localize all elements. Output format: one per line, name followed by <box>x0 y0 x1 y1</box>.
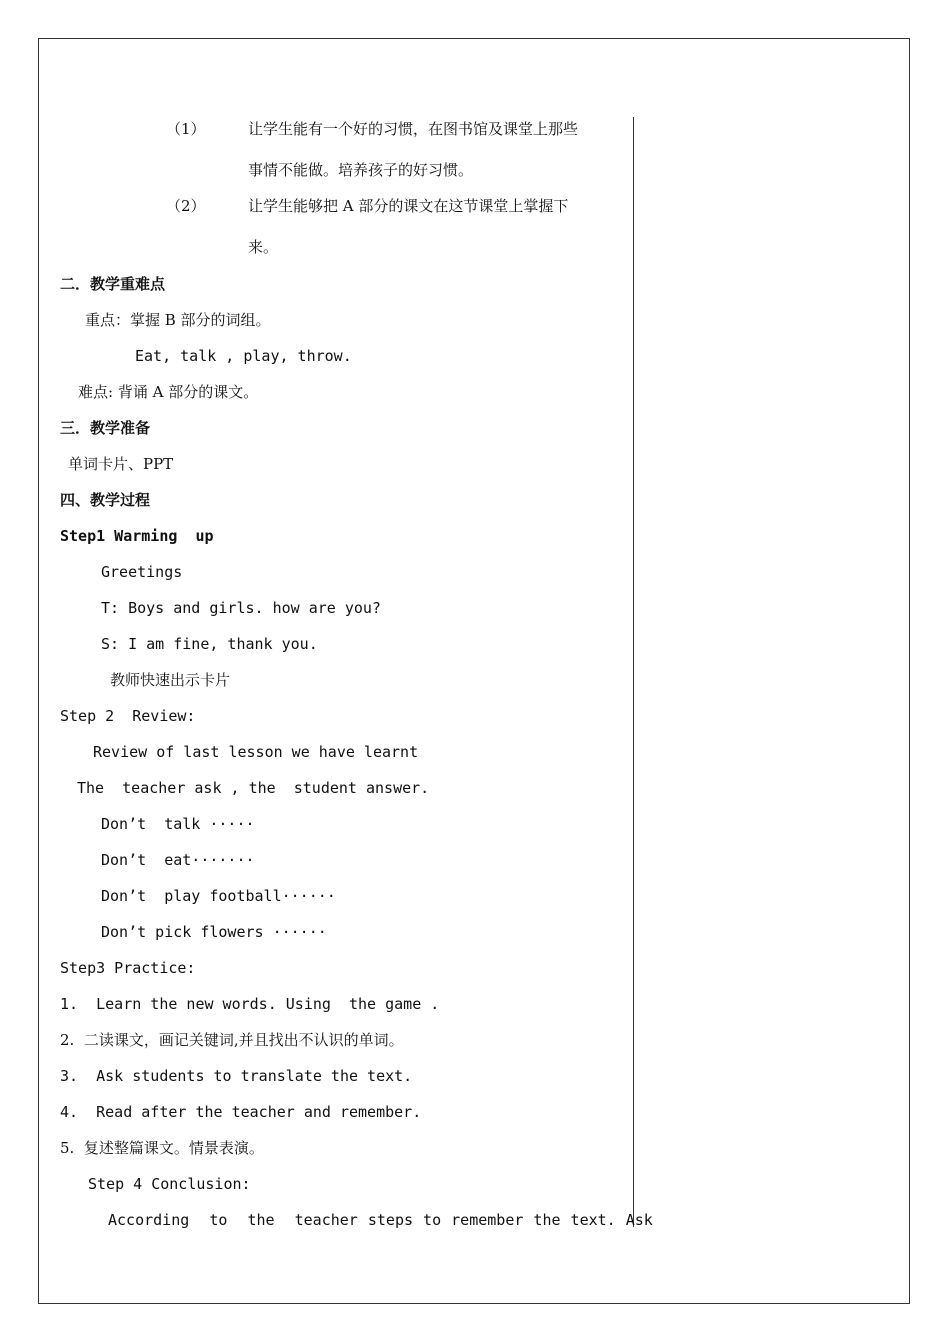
objective-2-number: （2） <box>166 197 206 215</box>
step-2-line: Don’t pick flowers ······ <box>101 923 327 941</box>
key-words: Eat, talk , play, throw. <box>135 347 352 365</box>
section-4-heading: 四、教学过程 <box>60 491 151 509</box>
key-point: 重点：掌握 B 部分的词组。 <box>85 311 271 329</box>
step-1-line: 教师快速出示卡片 <box>110 671 231 689</box>
step-1-line: T: Boys and girls. how are you? <box>101 599 381 617</box>
objective-1-line-1: 让学生能有一个好的习惯，在图书馆及课堂上那些 <box>248 120 579 138</box>
step-4-line: According to the teacher steps to remember the text. Ask <box>108 1211 653 1229</box>
step-3-item: 5. 复述整篇课文。情景表演。 <box>60 1139 264 1157</box>
objective-1-number: （1） <box>166 120 206 138</box>
step-2-line: The teacher ask , the student answer. <box>77 779 430 797</box>
step-2-line: Don’t talk ····· <box>101 815 255 833</box>
materials: 单词卡片、PPT <box>68 455 174 473</box>
objective-1-line-2: 事情不能做。培养孩子的好习惯。 <box>248 161 474 179</box>
step-4-title: Step 4 Conclusion: <box>88 1175 251 1193</box>
difficulty-point: 难点: 背诵 A 部分的课文。 <box>78 383 259 401</box>
objective-2-line-1: 让学生能够把 A 部分的课文在这节课堂上掌握下 <box>248 197 569 215</box>
step-2-line: Don’t eat······· <box>101 851 255 869</box>
step-3-item: 4. Read after the teacher and remember. <box>60 1103 422 1121</box>
step-2-line: Don’t play football······ <box>101 887 336 905</box>
section-3-heading: 三．教学准备 <box>60 419 151 437</box>
step-2-title: Step 2 Review: <box>60 707 196 725</box>
step-2-line: Review of last lesson we have learnt <box>93 743 419 761</box>
column-divider <box>633 117 634 1227</box>
step-1-title: Step1 Warming up <box>60 527 214 545</box>
step-3-item: 2. 二读课文，画记关键词,并且找出不认识的单词。 <box>60 1031 404 1049</box>
step-3-item: 3. Ask students to translate the text. <box>60 1067 413 1085</box>
step-3-item: 1. Learn the new words. Using the game . <box>60 995 440 1013</box>
objective-2-line-2: 来。 <box>248 238 279 256</box>
step-1-line: Greetings <box>101 563 183 581</box>
step-1-line: S: I am fine, thank you. <box>101 635 318 653</box>
section-2-heading: 二．教学重难点 <box>60 275 166 293</box>
step-3-title: Step3 Practice: <box>60 959 196 977</box>
